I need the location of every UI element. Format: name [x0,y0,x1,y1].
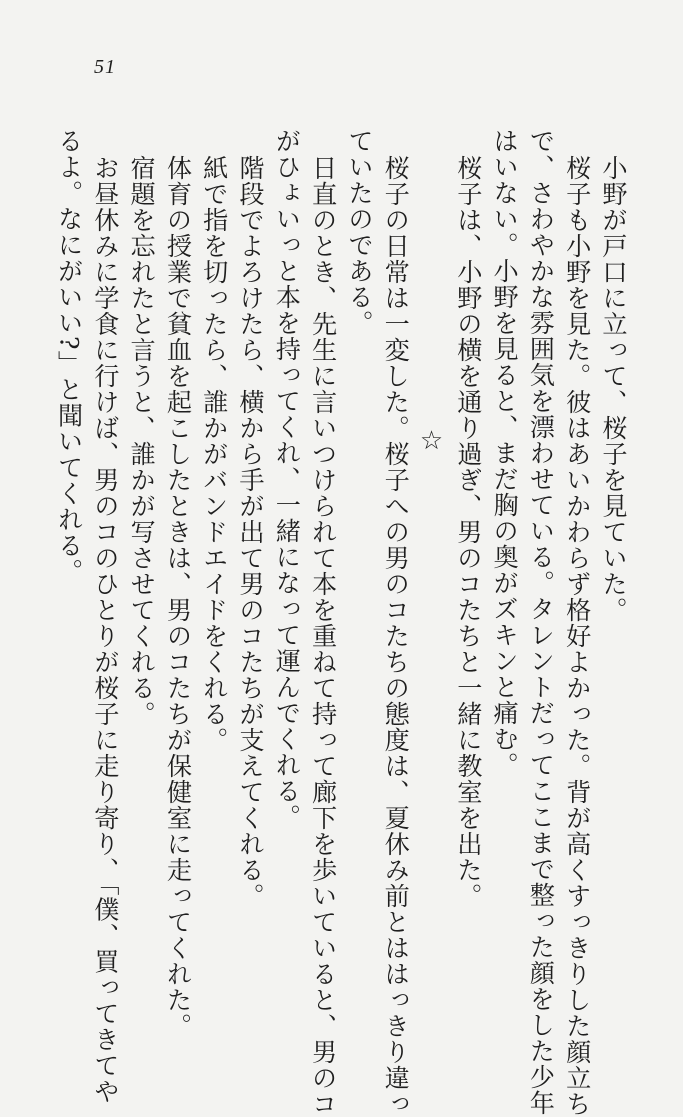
text-line: がひょいっと本を持ってくれ、一緒になって運んでくれる。 [272,128,302,830]
text-line: ていたのである。 [344,128,374,336]
text-line: 桜子の日常は一変した。桜子への男のコたちの態度は、夏休み前とははっきり違っ [381,155,411,1117]
text-line: 階段でよろけたら、横から手が出て男のコたちが支えてくれる。 [236,155,266,909]
text-line: はいない。小野を見ると、まだ胸の奥がズキンと痛む。 [490,128,520,778]
text-line: 体育の授業で貧血を起こしたときは、男のコたちが保健室に走ってくれた。 [163,155,193,1039]
text-line: るよ。なにがいい?」と聞いてくれる。 [54,128,84,585]
text-line: 桜子も小野を見た。彼はあいかわらず格好よかった。背が高くすっきりした顔立ち [562,155,592,1117]
text-line: 日直のとき、先生に言いつけられて本を重ねて持って廊下を歩いていると、男のコ [308,155,338,1117]
text-line: 紙で指を切ったら、誰かがバンドエイドをくれる。 [199,155,229,753]
section-separator-star: ☆ [416,426,447,457]
vertical-text-block [54,128,631,1117]
text-line: 桜子は、小野の横を通り過ぎ、男のコたちと一緒に教室を出た。 [453,155,483,909]
text-line: 宿題を忘れたと言うと、誰かが写させてくれる。 [127,155,157,727]
text-line: 小野が戸口に立って、桜子を見ていた。 [599,155,628,623]
text-line: お昼休みに学食に行けば、男のコのひとりが桜子に走り寄り、「僕、買ってきてや [90,155,120,1105]
text-line: で、さわやかな雰囲気を漂わせている。タレントだってここまで整った顔をした少年 [526,128,556,1116]
page-number: 51 [94,56,116,78]
